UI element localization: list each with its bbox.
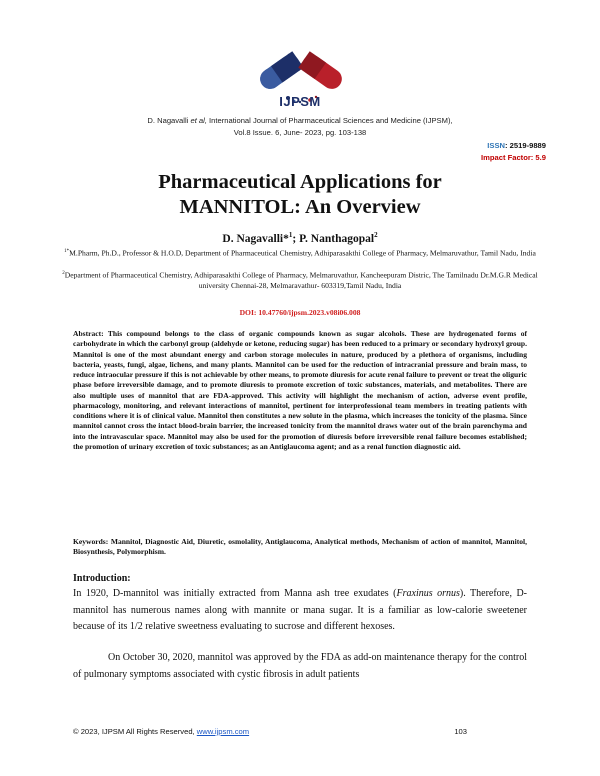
authors [0,231,600,245]
species-name: Fraxinus ornus [396,588,460,599]
keywords: Keywords: Mannitol, Diagnostic Aid, Diuretic, osmolality, Antiglaucoma, Analytical methods, Mechanism of action of mannitol, Mannitol, Biosynthesis, Polymorphism. [73,537,527,557]
page-title [0,170,600,220]
copyright [73,727,249,736]
affiliation-1-sup: 1* [64,249,70,254]
citation-line-1 [40,115,560,127]
section-heading-introduction: Introduction: [73,573,131,584]
impact-factor: Impact Factor: 5.9 [481,153,546,162]
intro-paragraph-2: On October 30, 2020, mannitol was approved by the FDA as add-on maintenance therapy for the control of pulmonary symptoms associated with cystic fibrosis in adult patients [73,652,527,680]
issn-block [481,140,546,164]
abstract: Abstract: This compound belongs to the class of organic compounds known as sugar alcohols. These are hydrogenated forms of carbohydrate in which the carbonyl group (aldehyde or ketone, reducing sugar) has been reduced to a primary or secondary hydroxyl group. Mannitol is one of the most abundant energy and carbon storage molecules in nature, produced by a plethora of organisms, including bacteria, yeasts, fungi, algae, lichens, and many plants. Mannitol can be used for the reduction of intracranial pressure and brain mass, to reduce intraocular pressure if this is not achievable by other means, to promote diuresis for acute renal failure to prevent or treat the oliguric phase before irreversible damage, and to promote diuresis to promote excretion of toxic substances, materials, and metabolites. There are also multiple uses of mannitol that are FDA-approved. This activity will highlight the mechanism of action, adverse event profile, pharmacology, monitoring, and relevant interactions of mannitol, pertinent for interprofessional team members in treating patients with conditions where it is of clinical value. Mannitol then constitutes a new solute in the plasma, which increases the tonicity of the plasma. Since mannitol cannot cross the intact blood-brain barrier, the increased tonicity from the mannitol draws water out of the brain parenchyma and into the intravascular space. Mannitol may also be used for the promotion of diuresis before irreversible renal failure becomes established; the promotion of urinary excretion of toxic substances; as an Antiglaucoma agent; and as a renal function diagnostic aid. [73,329,527,451]
affiliation-2-sup: 2 [62,271,65,276]
doi-link[interactable]: DOI: 10.47760/ijpsm.2023.v08i06.008 [239,308,361,317]
affiliation-2-text: Department of Pharmaceutical Chemistry, Adhiparasakthi College of Pharmacy, Melmaruvathur, Kancheepuram Distric, The Tamilnadu Dr.M.G.R Medical university Chennai-28, Melmaravathur- 603319,Tamil Nadu, India [64,270,538,291]
title-line-1: Pharmaceutical Applications for [158,171,442,193]
author-2: ; P. Nanthagopal [292,232,375,245]
intro-p1-text-a: In 1920, D-mannitol was initially extracted from Manna ash tree exudates ( [73,588,397,599]
citation [40,115,560,139]
copyright-text: © 2023, IJPSM All Rights Reserved, [73,727,197,736]
author-1-sup: 1 [288,231,293,239]
issn-value: : 2519-9889 [505,141,546,150]
intro-p1-text-b: ). Therefore, D-mannitol has numerous names along with mannite or mana sugar. It is a familiar as low-calorie sweetener because of its 1/2 relative sweetness evaluating to sucrose and different hexoses. [73,588,527,632]
citation-author: D. Nagavalli [147,116,191,125]
author-2-sup: 2 [374,231,378,239]
issn-label: ISSN [487,141,506,150]
citation-line-2: Vol.8 Issue. 6, June- 2023, pg. 103-138 [233,128,367,137]
title-line-2: MANNITOL: An Overview [179,196,421,218]
website-link[interactable]: www.ijpsm.com [196,727,250,736]
citation-etal: et al, [190,116,207,125]
issn [481,140,546,152]
affiliation-2 [50,269,550,292]
affiliation-1-text: M.Pharm, Ph.D., Professor & H.O.D, Department of Pharmaceutical Chemistry, Adhiparasakthi College of Pharmacy, Melmaruvathur, Tamil Nadu, India [69,248,536,258]
intro-paragraph-1 [73,586,527,636]
author-1: D. Nagavalli* [222,232,289,245]
citation-journal: International Journal of Pharmaceutical Sciences and Medicine (IJPSM), [206,116,453,125]
journal-logo-text: IJPSM [279,94,321,109]
affiliation-1 [50,247,550,259]
page-number: 103 [454,727,467,736]
page-footer [73,727,527,739]
